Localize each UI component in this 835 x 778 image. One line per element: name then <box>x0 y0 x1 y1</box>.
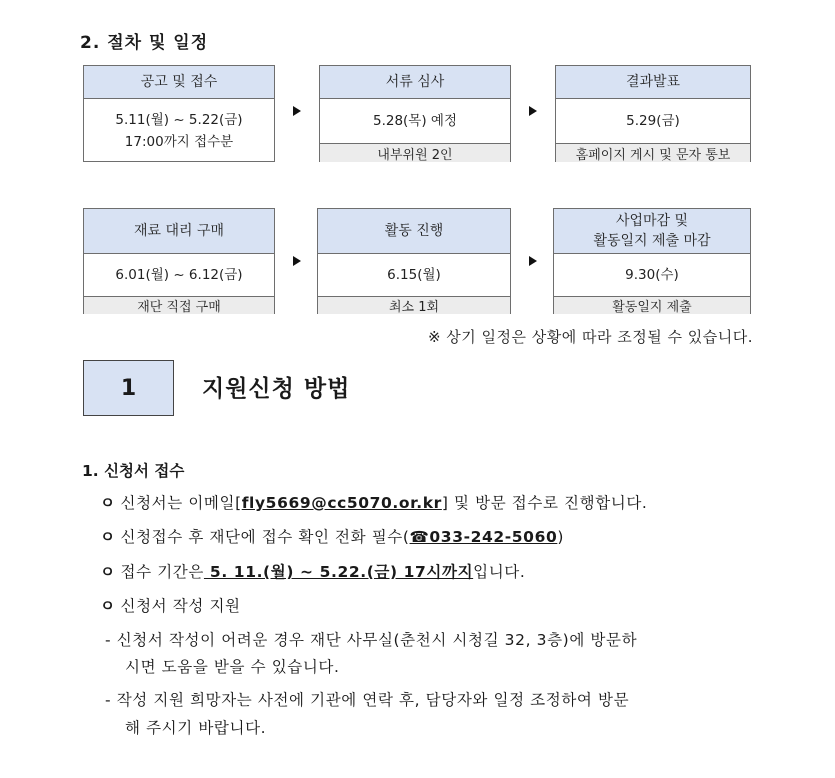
bullet-circle-icon: ㅇ <box>100 597 116 615</box>
stage-date: 5.11(월) ~ 5.22(금) <box>115 111 243 128</box>
stage-head: 서류 심사 <box>320 66 510 99</box>
text: 신청접수 후 재단에 접수 확인 전화 필수( <box>120 528 410 546</box>
stage-body: 6.15(월) <box>387 267 441 283</box>
section-title: 지원신청 방법 <box>202 376 351 402</box>
stage-head-line: 사업마감 및 <box>615 213 689 229</box>
list-item <box>100 560 525 582</box>
section-number-box: 1 <box>83 360 174 416</box>
stage-body <box>84 99 274 162</box>
bullet-circle-icon: ㅇ <box>100 528 116 546</box>
dash-item-cont: 해 주시기 바랍니다. <box>125 719 267 737</box>
arrow-right-icon <box>529 256 537 266</box>
stage-closing <box>553 208 751 314</box>
stage-body: 5.29(금) <box>626 113 680 129</box>
subsection-title: 1. 신청서 접수 <box>82 462 185 480</box>
stage-head: 재료 대리 구매 <box>84 209 274 254</box>
text: 접수 기간은 <box>120 563 204 581</box>
text: ] 및 방문 접수로 진행합니다. <box>441 494 648 512</box>
section-2-title: 2. 절차 및 일정 <box>80 33 209 53</box>
bullet-circle-icon: ㅇ <box>100 563 116 581</box>
dash-item: - 작성 지원 희망자는 사전에 기관에 연락 후, 담당자와 일정 조정하여 방문 <box>105 691 630 709</box>
stage-announcement <box>83 65 275 162</box>
stage-time: 17:00까지 접수분 <box>124 133 234 150</box>
text: 신청서 작성 지원 <box>120 597 241 615</box>
bullet-circle-icon: ㅇ <box>100 494 116 512</box>
arrow-right-icon <box>293 256 301 266</box>
text: 신청서는 이메일[ <box>120 494 242 512</box>
stage-results <box>555 65 751 162</box>
stage-body: 5.28(목) 예정 <box>372 113 457 129</box>
list-item <box>100 525 564 547</box>
stage-head <box>554 209 750 254</box>
schedule-note: ※ 상기 일정은 상황에 따라 조정될 수 있습니다. <box>427 328 753 346</box>
text: ) <box>557 528 564 546</box>
stage-foot: 활동일지 제출 <box>554 296 750 314</box>
application-period: 5. 11.(월) ~ 5.22.(금) 17시까지 <box>203 563 474 581</box>
stage-activity <box>317 208 511 314</box>
stage-foot: 재단 직접 구매 <box>84 296 274 314</box>
phone-number: ☎033-242-5060 <box>409 528 558 546</box>
list-item <box>100 491 647 513</box>
list-item <box>100 594 241 616</box>
stage-foot: 최소 1회 <box>318 296 510 314</box>
stage-head-line: 활동일지 제출 마감 <box>593 233 711 249</box>
stage-material-purchase <box>83 208 275 314</box>
dash-item-cont: 시면 도움을 받을 수 있습니다. <box>125 658 340 676</box>
arrow-right-icon <box>529 106 537 116</box>
text: 입니다. <box>473 563 526 581</box>
stage-head: 결과발표 <box>556 66 750 99</box>
stage-document-review <box>319 65 511 162</box>
stage-body: 9.30(수) <box>625 267 679 283</box>
email-link[interactable]: fly5669@cc5070.or.kr <box>241 494 442 512</box>
arrow-right-icon <box>293 106 301 116</box>
stage-body: 6.01(월) ~ 6.12(금) <box>115 267 243 283</box>
stage-foot: 내부위원 2인 <box>320 143 510 162</box>
stage-foot: 홈페이지 게시 및 문자 통보 <box>556 143 750 162</box>
stage-head: 활동 진행 <box>318 209 510 254</box>
dash-item: - 신청서 작성이 어려운 경우 재단 사무실(춘천시 시청길 32, 3층)에 방문하 <box>105 631 638 649</box>
stage-head: 공고 및 접수 <box>84 66 274 99</box>
